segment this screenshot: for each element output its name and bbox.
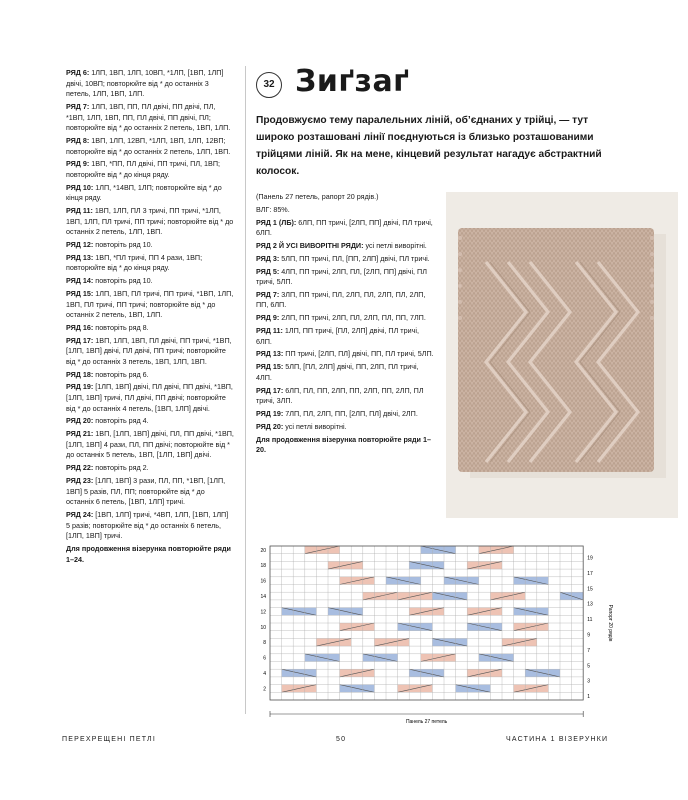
row-text: 5ЛП, [ПЛ, 2ЛП] двічі, ПП, 2ЛП, ПЛ тричі, 4ЛП. [256,362,419,382]
row-instruction [66,416,234,427]
row-text: повторіть ряд 4. [95,416,149,426]
panel-label: Панель 27 петель [405,719,448,725]
row-number-label: 3 [587,678,590,685]
row-label: РЯД 2 Й УСІ ВИВОРІТНІ РЯДИ: [256,240,364,250]
row-text: 1ВП, *ПП, ПЛ двічі, ПП тричі, ПЛ, 1ВП; повторюйте від * до кінця ряду. [66,159,220,179]
row-instruction [256,267,436,288]
row-label: РЯД 10: [66,182,94,192]
row-instruction [66,323,234,334]
row-number-label: 17 [587,570,593,577]
row-text: повторіть ряд 10. [95,276,153,286]
row-text: 2ЛП, ПП тричі, 2ЛП, ПЛ, 2ЛП, ПЛ, ПП, 7ЛП. [281,313,426,323]
row-text: 1ВП, [1ЛП, 1ВП] двічі, ПЛ, ПП двічі, *1ВП, [1ЛП, 1ВП] 4 рази, ПЛ, ПП двічі; повторюйте від * до останніх 5 петель, 1ВП, [1ЛП, 1ВП] двічі. [66,429,234,460]
row-label: РЯД 19: [256,408,284,418]
row-instruction [66,159,234,180]
row-label: РЯД 9: [256,313,280,323]
row-number-label: 15 [587,586,593,593]
row-label: РЯД 23: [66,475,94,485]
row-text: 1ЛП, *14ВП, 1ЛП; повторюйте від * до кінця ряду. [66,182,222,203]
row-label: РЯД 18: [66,369,94,379]
row-instruction [66,476,234,508]
row-instruction [66,336,234,368]
row-label: РЯД 5: [256,266,280,276]
row-number-label: 9 [587,632,590,639]
row-text: усі петлі виворітні. [365,240,427,250]
column-divider [245,66,246,714]
row-text: [1ЛП, 1ВП] 3 рази, ПЛ, ПП, *1ВП, [1ЛП, 1ВП] 5 разів, ПЛ, ПП; повторюйте від * до останніх 6 петель, [1ВП, 1ЛП] тричі. [66,475,226,507]
row-label: РЯД 14: [66,276,94,286]
row-text: 1ВП, 1ЛП, 12ВП, *1ЛП, 1ВП, 1ЛП, 12ВП; повторюйте від * до останніх 2 петель, 1ЛП, 1ВП. [66,135,231,156]
right-instructions [256,192,436,458]
page-number: 50 [336,736,347,743]
row-text: ПП тричі, [2ЛП, ПЛ] двічі, ПП, ПЛ тричі, 5ЛП. [285,349,434,359]
row-instruction [256,254,436,265]
row-text: 1ЛП, ПП тричі, [ПЛ, 2ЛП] двічі, ПЛ тричі, 6ЛП. [256,326,419,346]
row-text: 7ЛП, ПЛ, 2ЛП, ПП, [2ЛП, ПЛ] двічі, 2ЛП. [285,408,418,418]
row-number-label: 2 [263,686,266,693]
row-label: РЯД 9: [66,159,90,169]
row-label: РЯД 24: [66,509,94,519]
row-instruction [256,290,436,311]
footer-right: ЧАСТИНА 1 ВІЗЕРУНКИ [506,736,609,743]
row-number-label: 5 [587,663,590,670]
row-instruction [256,218,436,239]
row-number-label: 4 [263,670,266,677]
row-instruction [66,276,234,287]
row-label: РЯД 13: [66,252,94,262]
row-instruction [256,313,436,324]
knit-swatch-photo [446,192,678,518]
row-text: повторіть ряд 8. [95,322,149,332]
row-number-label: 8 [263,640,266,647]
repeat-label: Рапорт 20 рядів [607,604,614,642]
row-label: РЯД 11: [66,206,93,216]
row-number-label: 13 [587,601,593,608]
row-number-label: 1 [587,694,590,701]
row-label: РЯД 15: [66,288,94,298]
row-instruction [66,183,234,204]
row-instruction [256,326,436,347]
row-instruction [256,362,436,383]
row-label: РЯД 13: [256,349,284,359]
row-number-label: 10 [260,624,266,631]
row-instruction [66,382,234,414]
row-label: РЯД 20: [256,421,284,431]
row-instruction [66,136,234,157]
row-instruction [66,253,234,274]
row-number-label: 16 [260,578,266,585]
row-number-label: 12 [260,609,266,616]
vlg-info: ВЛГ: 85%. [256,204,290,214]
left-outro: Для продовження візерунка повторюйте ряди 1–24. [66,543,231,564]
right-outro: Для продовження візерунка повторюйте ряди 1–20. [256,434,431,455]
row-label: РЯД 7: [256,289,280,299]
row-text: 3ЛП, ПП тричі, ПЛ, 2ЛП, ПЛ, 2ЛП, ПЛ, 2ЛП, ПП, 6ЛП. [256,289,426,310]
row-instruction [66,289,234,321]
row-instruction [256,409,436,420]
row-label: РЯД 8: [66,135,90,145]
row-text: 1ВП, *ПЛ тричі, ПП 4 рази, 1ВП; повторюйте від * до кінця ряду. [66,252,203,273]
row-text: [1ВП, 1ЛП] тричі, *4ВП, 1ЛП, [1ВП, 1ЛП] 5 разів; повторюйте від * до останніх 6 петель, [1ЛП, 1ВП] тричі. [66,509,229,541]
row-number-label: 6 [263,655,266,662]
row-number-label: 18 [260,563,266,570]
pattern-number-badge: 32 [256,72,282,98]
row-label: РЯД 11: [256,326,283,336]
row-text: 5ЛП, ПП тричі, ПЛ, [ПП, 2ЛП] двічі, ПЛ тричі. [281,253,430,263]
row-label: РЯД 17: [256,385,284,395]
row-text: [1ЛП, 1ВП] двічі, ПЛ двічі, ПП двічі, *1ВП, [1ЛП, 1ВП] тричі, ПЛ двічі, ПП двічі; повторюйте від * до останніх 4 петель, [1ВП, 1ЛП] двічі. [66,382,233,413]
row-instruction [66,102,234,134]
row-number-label: 14 [260,593,266,600]
pattern-intro: Продовжуємо тему паралельних ліній, об’єднаних у трійці, — тут широко розташовані лінії поєднуються із близько розташованими трійцями ліній. Як на мене, кінцевий результат нагадує абстрактний колосок. [256,115,602,177]
row-text: 1ЛП, 1ВП, 1ЛП, 10ВП, *1ЛП, [1ВП, 1ЛП] двічі, 10ВП; повторюйте від * до останніх 3 петель, 1ЛП, 1ВП, 1ЛП. [66,68,224,99]
row-label: РЯД 20: [66,416,94,426]
row-text: 1ВП, 1ЛП, ПЛ 3 тричі, ПП тричі, *1ЛП, 1ВП, 1ЛП, ПЛ тричі, ПП тричі; повторюйте від * до останніх 2 петель, 1ЛП, 1ВП. [66,206,234,237]
row-label: РЯД 7: [66,101,90,111]
row-label: РЯД 21: [66,429,94,439]
row-number-label: 7 [587,647,590,654]
panel-info: (Панель 27 петель, рапорт 20 рядів.) [256,192,379,201]
row-text: 1ВП, 1ЛП, 1ВП, ПЛ двічі, ПП тричі, *1ВП, [1ЛП, 1ВП] двічі, ПЛ двічі, ПП тричі; повторюйте від * до останніх 3 петель, 1ВП, 1ЛП, 1ВП. [66,335,232,366]
row-number-label: 20 [260,547,266,554]
row-text: 6ЛП, ПЛ, ПП, 2ЛП, ПП, 2ЛП, ПП, 2ЛП, ПЛ тричі, 3ЛП. [256,385,424,406]
row-label: РЯД 3: [256,253,280,263]
row-label: РЯД 1 (ЛБ): [256,217,297,227]
chart-grid [250,540,620,730]
row-text: 6ЛП, ПП тричі, [2ЛП, ПП] двічі, ПЛ тричі, 6ЛП. [256,217,433,238]
row-instruction [256,241,436,252]
row-instruction [256,349,436,360]
row-label: РЯД 6: [66,68,90,77]
row-text: повторіть ряд 2. [95,463,149,473]
knitting-chart [250,540,620,735]
row-label: РЯД 22: [66,463,94,473]
row-number-label: 11 [587,617,593,624]
row-instruction [66,68,234,100]
footer-left: ПЕРЕХРЕЩЕНІ ПЕТЛІ [62,736,156,743]
row-instruction [66,240,234,251]
knit-swatch-image [446,192,678,518]
row-instruction [66,206,234,238]
row-text: повторіть ряд 6. [95,369,149,379]
row-text: 1ЛП, 1ВП, ПЛ тричі, ПП тричі, *1ВП, 1ЛП, 1ВП, ПЛ тричі, ПП тричі; повторюйте від * до останніх 2 петель, 1ВП, 1ЛП. [66,288,234,320]
row-instruction [66,510,234,542]
row-text: 1ЛП, 1ВП, ПП, ПЛ двічі, ПП двічі, ПЛ, *1ВП, 1ЛП, 1ВП, ПП, ПЛ двічі, ПП двічі, ПЛ; повторюйте від * до останніх 2 петель, 1ВП, 1ЛП. [66,101,231,133]
row-text: повторіть ряд 10. [95,240,153,250]
row-number-label: 19 [587,555,593,562]
row-instruction [66,429,234,461]
row-text: 4ЛП, ПП тричі, 2ЛП, ПЛ, [2ЛП, ПП] двічі, ПЛ тричі, 5ЛП. [256,266,427,287]
row-label: РЯД 12: [66,240,94,250]
left-instructions [66,68,234,567]
row-instruction [256,386,436,407]
row-label: РЯД 16: [66,322,94,332]
row-instruction [256,422,436,433]
row-text: усі петлі виворітні. [285,421,347,431]
row-label: РЯД 15: [256,362,284,372]
row-label: РЯД 17: [66,335,94,345]
row-label: РЯД 19: [66,382,94,392]
row-instruction [66,463,234,474]
pattern-title: Зиґзаґ [295,64,410,99]
row-instruction [66,370,234,381]
